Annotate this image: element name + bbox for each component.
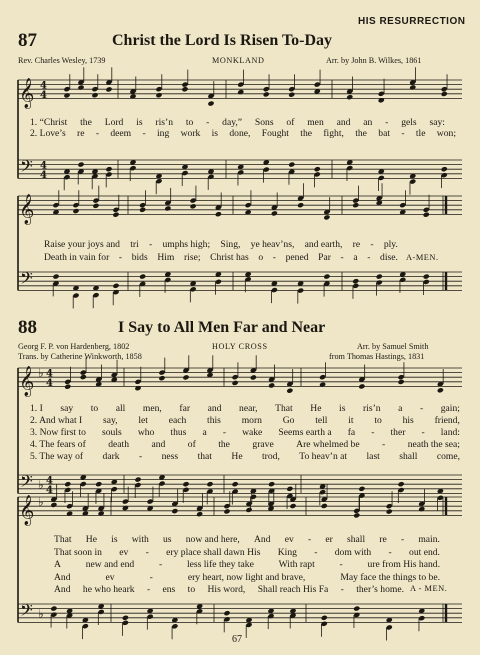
hymn-87-system-2-treble-notehead bbox=[72, 208, 79, 214]
lyric-syllable: - bbox=[146, 584, 151, 595]
lyric-syllable: Death in vain for bbox=[44, 252, 110, 263]
lyric-syllable: ris’n bbox=[363, 403, 381, 414]
lyric-syllable: - bbox=[367, 252, 371, 263]
hymn-87-system-2-bass-bass-clef-icon: 𝄢 bbox=[20, 267, 33, 292]
hymn-87-system-1-bass-notehead bbox=[288, 162, 295, 168]
lyric-syllable: won; bbox=[436, 128, 456, 139]
lyric-syllable: men, bbox=[142, 403, 162, 414]
hymn-88-system-2-bass-notehead bbox=[122, 615, 129, 621]
hymn-88-system-2-bass-notehead bbox=[223, 610, 230, 616]
hymn-87-system-1-treble-notehead bbox=[77, 84, 84, 90]
lyric-syllable: the bbox=[300, 128, 313, 139]
hymn-87-system-1-treble-time-bottom: 4 bbox=[40, 89, 47, 101]
lyric-syllable: this bbox=[207, 415, 221, 426]
lyric-syllable: who bbox=[137, 427, 155, 438]
lyric-syllable: gain; bbox=[440, 403, 460, 414]
hymn-88-system-1-bass-flat-icon: ♭ bbox=[38, 477, 44, 492]
lyric-syllable: ery heart, now light and brave, bbox=[187, 572, 306, 583]
lyric-syllable: near, bbox=[239, 403, 258, 414]
lyric-syllable: he who heark bbox=[82, 584, 135, 595]
hymn-88-system-1-treble-treble-clef-icon: 𝄞 bbox=[19, 366, 35, 397]
hymn-88-verse-2-line-2 bbox=[54, 547, 440, 558]
hymn-87-system-2-bass-notehead bbox=[52, 274, 59, 280]
hymn-87-system-2-bass-notehead bbox=[352, 278, 359, 284]
hymn-88-system-1-treble-time-top: 4 bbox=[46, 368, 53, 380]
hymn-88-system-2-treble-treble-clef-icon: 𝄞 bbox=[19, 495, 35, 526]
lyric-syllable: - bbox=[139, 451, 143, 462]
lyric-syllable: - bbox=[370, 239, 374, 250]
lyric-syllable: death bbox=[108, 439, 129, 450]
lyric-syllable: last bbox=[366, 451, 380, 462]
lyric-syllable: a bbox=[398, 403, 403, 414]
lyric-syllable: - bbox=[340, 584, 344, 595]
hymn-88-system-2-treble-notehead bbox=[353, 512, 360, 518]
lyric-syllable: us bbox=[163, 534, 172, 545]
lyric-syllable: umphs high; bbox=[162, 239, 211, 250]
lyric-syllable: er bbox=[325, 534, 333, 545]
hymn-88-system-1-bass-notehead bbox=[182, 481, 189, 487]
lyric-syllable: new and end bbox=[85, 559, 135, 570]
section-header: HIS RESURRECTION bbox=[358, 16, 466, 27]
hymn-88-system-1-bass-notehead bbox=[398, 481, 405, 487]
hymn-87-system-2-treble-notehead bbox=[423, 212, 430, 218]
lyric-syllable: souls bbox=[102, 427, 122, 438]
lyric-syllable: far bbox=[179, 403, 191, 414]
lyric-syllable: - bbox=[158, 559, 163, 570]
lyric-syllable: Seems earth a bbox=[278, 427, 332, 438]
lyric-syllable: each bbox=[168, 415, 187, 426]
lyric-syllable: is bbox=[339, 403, 346, 414]
hymn-87-number: 87 bbox=[18, 30, 37, 51]
lyric-syllable: bids bbox=[131, 252, 148, 263]
hymn-88-arranger: Arr. by Samuel Smith bbox=[357, 342, 429, 351]
hymn-87-system-1-bass-notehead bbox=[77, 162, 84, 168]
lyric-syllable: And bbox=[54, 584, 71, 595]
lyric-syllable: - bbox=[421, 427, 425, 438]
lyric-syllable: re bbox=[379, 534, 387, 545]
lyric-syllable: dise. bbox=[380, 252, 398, 263]
lyric-syllable: gels bbox=[401, 117, 417, 128]
lyric-syllable: - bbox=[142, 128, 146, 139]
hymn-88-system-2-treble-flat-icon: ♭ bbox=[38, 495, 44, 510]
hymn-87-system-1-treble-time-top: 4 bbox=[40, 80, 47, 92]
lyric-syllable: 1. I bbox=[30, 403, 43, 414]
hymn-88-verse-4-line-2 bbox=[54, 572, 440, 583]
lyric-syllable: deem bbox=[110, 128, 132, 139]
hymn-87-system-2-bass-notehead bbox=[376, 274, 383, 280]
hymn-87-system-1-treble-notehead bbox=[91, 92, 98, 98]
hymn-88-system-1-treble-notehead bbox=[250, 374, 257, 380]
hymn-88-system-1-treble-notehead bbox=[319, 382, 326, 388]
hymn-88-system-1-bass-time-bottom: 4 bbox=[46, 484, 53, 496]
lyric-syllable: shall bbox=[346, 534, 366, 545]
lyric-syllable: grave bbox=[252, 439, 274, 450]
hymn-87-system-1-treble-notehead bbox=[207, 100, 214, 106]
hymn-88-system-2-treble-notehead bbox=[289, 503, 296, 509]
lyric-syllable: and bbox=[336, 117, 351, 128]
lyric-syllable: and earth, bbox=[304, 239, 343, 250]
hymn-88-system-1-treble-notehead bbox=[437, 387, 444, 393]
lyric-syllable: ing bbox=[157, 128, 170, 139]
hymn-88-system-2-treble-notehead bbox=[196, 511, 203, 517]
lyric-syllable: - bbox=[382, 439, 386, 450]
hymn-87-system-2-treble-notehead bbox=[271, 210, 278, 216]
lyric-syllable: morn bbox=[241, 415, 262, 426]
lyric-syllable: Raise your joys and bbox=[44, 239, 120, 250]
lyric-syllable: Him bbox=[157, 252, 175, 263]
hymn-88-system-1-treble-notehead bbox=[358, 383, 365, 389]
lyric-syllable: Par bbox=[318, 252, 331, 263]
hymn-87-system-1-treble-notehead bbox=[105, 86, 112, 92]
lyric-syllable: wake bbox=[242, 427, 263, 438]
lyric-syllable: That bbox=[54, 534, 72, 545]
hymn-88-system-1-bass-notehead bbox=[232, 481, 239, 487]
lyric-syllable: ther bbox=[390, 427, 406, 438]
hymn-88-system-1-bass-time-top: 4 bbox=[46, 475, 53, 487]
hymn-88-verse-5-line-2 bbox=[54, 584, 404, 595]
hymn-87-verse-2-line-2 bbox=[44, 252, 398, 263]
lyric-syllable: the bbox=[355, 128, 367, 139]
lyric-syllable: - bbox=[340, 252, 344, 263]
hymn-88-verse-1-line-1 bbox=[30, 403, 460, 414]
hymn-87-system-1-treble-notehead bbox=[409, 84, 416, 90]
lyric-syllable: is bbox=[111, 534, 118, 545]
lyric-syllable: And bbox=[253, 534, 271, 545]
lyric-syllable: To heav’n at bbox=[299, 451, 348, 462]
lyric-syllable: now and here, bbox=[185, 534, 240, 545]
hymn-87-system-2-bass-notehead bbox=[423, 274, 430, 280]
lyric-syllable: - bbox=[118, 252, 123, 263]
lyric-syllable: ens bbox=[162, 584, 176, 595]
hymn-88-system-2-treble-notehead bbox=[418, 506, 425, 512]
lyric-syllable: a bbox=[202, 427, 207, 438]
hymn-88-system-2-bass-notehead bbox=[50, 606, 57, 612]
hymn-88-system-1-bass-notehead bbox=[134, 477, 141, 483]
hymn-88-verse-4-line-1 bbox=[30, 439, 460, 450]
lyric-syllable: to bbox=[185, 117, 194, 128]
hymn-87-system-1-treble-notehead bbox=[263, 91, 270, 97]
lyric-syllable: 2. Love’s bbox=[30, 128, 66, 139]
hymn-88-verse-3-line-2 bbox=[54, 559, 440, 570]
lyric-syllable: bat bbox=[378, 128, 391, 139]
lyric-syllable: ye heav’ns, bbox=[250, 239, 295, 250]
lyric-syllable: - bbox=[149, 572, 153, 583]
lyric-syllable: Fought bbox=[261, 128, 289, 139]
hymn-88-author: Georg F. P. von Hardenberg, 1802 bbox=[18, 342, 130, 351]
hymn-88-system-1-bass-notehead bbox=[286, 486, 293, 492]
lyric-syllable: ev bbox=[119, 547, 129, 558]
hymn-87-system-2-treble-notehead bbox=[323, 214, 330, 220]
lyric-syllable: with bbox=[131, 534, 149, 545]
hymn-88-system-2-treble-notehead bbox=[171, 508, 178, 514]
hymn-88-system-2-treble-notehead bbox=[245, 507, 252, 513]
lyric-syllable: his bbox=[402, 415, 414, 426]
lyric-syllable: - bbox=[314, 547, 318, 558]
hymn-88-system-1-bass-notehead bbox=[206, 481, 213, 487]
hymn-87-system-2-treble-notehead bbox=[190, 203, 197, 209]
hymn-88-system-2-treble-notehead bbox=[223, 508, 230, 514]
lyric-syllable: Lord bbox=[104, 117, 124, 128]
hymn-88-system-1-treble-notehead bbox=[268, 382, 275, 388]
lyric-syllable: - bbox=[307, 534, 312, 545]
hymn-88-title: I Say to All Men Far and Near bbox=[118, 319, 326, 336]
lyric-syllable: and bbox=[207, 403, 222, 414]
lyric-syllable: and bbox=[151, 439, 166, 450]
lyric-syllable: ther’s home. bbox=[356, 584, 404, 595]
lyric-syllable: A bbox=[54, 559, 61, 570]
lyric-syllable: King bbox=[277, 547, 297, 558]
lyric-syllable: a bbox=[353, 252, 358, 263]
lyric-syllable: 2. And what I bbox=[30, 415, 83, 426]
lyric-syllable: trod, bbox=[262, 451, 280, 462]
hymn-88-verse-3-line-1 bbox=[30, 427, 460, 438]
lyric-syllable: men bbox=[307, 117, 324, 128]
lyric-syllable: o bbox=[258, 252, 264, 263]
hymn-88-system-1-treble-notehead bbox=[182, 374, 189, 380]
lyric-syllable: - bbox=[339, 559, 343, 570]
hymn-87-system-2-treble-notehead bbox=[352, 202, 359, 208]
lyric-syllable: - bbox=[388, 547, 392, 558]
lyric-syllable: - bbox=[400, 534, 405, 545]
hymn-88-system-2-bass-bass-clef-icon: 𝄢 bbox=[20, 599, 33, 624]
hymn-88-system-2-bass-notehead bbox=[321, 615, 328, 621]
hymn-87-system-2-treble-notehead bbox=[139, 207, 146, 213]
hymn-88-system-2-bass-flat-icon: ♭ bbox=[38, 606, 44, 621]
hymn-88-system-2-bass-notehead bbox=[353, 606, 360, 612]
lyric-syllable: ev bbox=[105, 572, 115, 583]
hymn-88-system-1-treble-notehead bbox=[398, 379, 405, 385]
lyric-syllable: say: bbox=[429, 117, 445, 128]
lyric-syllable: He bbox=[85, 534, 97, 545]
hymn-87-system-1-bass-time-bottom: 4 bbox=[40, 169, 47, 181]
lyric-syllable: rise; bbox=[183, 252, 201, 263]
lyric-syllable: Christ has bbox=[210, 252, 249, 263]
lyric-syllable: - bbox=[371, 427, 375, 438]
hymn-87-system-1-treble-notehead bbox=[63, 92, 70, 98]
lyric-syllable: that bbox=[197, 451, 212, 462]
lyric-syllable: That soon in bbox=[54, 547, 102, 558]
hymn-87-tune: MONKLAND bbox=[212, 56, 265, 65]
hymn-88-system-1-treble-notehead bbox=[232, 380, 239, 386]
lyric-syllable: the bbox=[218, 439, 230, 450]
hymn-88-system-1-treble-notehead bbox=[158, 375, 165, 381]
lyric-syllable: of bbox=[187, 439, 196, 450]
lyric-syllable: - bbox=[145, 547, 149, 558]
lyric-syllable: an bbox=[363, 117, 373, 128]
lyric-syllable: ery place shall dawn His bbox=[166, 547, 261, 558]
lyric-syllable: main. bbox=[418, 534, 440, 545]
hymn-87-arranger: Arr. by John B. Wilkes, 1861 bbox=[326, 56, 422, 65]
hymn-87-system-1-treble-notehead bbox=[288, 92, 295, 98]
lyric-syllable: ply. bbox=[383, 239, 398, 250]
lyric-syllable: - bbox=[206, 117, 210, 128]
hymn-87-system-1-treble-notehead bbox=[155, 92, 162, 98]
lyric-syllable: re bbox=[352, 239, 361, 250]
lyric-syllable: day,” bbox=[222, 117, 243, 128]
hymn-88-system-1-bass-notehead bbox=[95, 481, 102, 487]
hymn-88-system-1-bass-notehead bbox=[64, 481, 71, 487]
lyric-syllable: it bbox=[348, 415, 354, 426]
lyric-syllable: Sing, bbox=[220, 239, 241, 250]
hymn-87-system-2-treble-notehead bbox=[215, 211, 222, 217]
hymn-87-system-2-treble-notehead bbox=[297, 202, 304, 208]
lyric-syllable: say bbox=[60, 403, 74, 414]
hymn-88-system-1-bass-bass-clef-icon: 𝄢 bbox=[20, 470, 33, 495]
lyric-syllable: Are whelmed be bbox=[296, 439, 360, 450]
lyric-syllable: That bbox=[275, 403, 293, 414]
hymn-87-author: Rev. Charles Wesley, 1739 bbox=[18, 56, 106, 65]
lyric-syllable: thus bbox=[170, 427, 187, 438]
lyric-syllable: ness bbox=[161, 451, 179, 462]
hymn-88-verse-2-line-1 bbox=[30, 415, 460, 426]
hymn-88-system-1-bass-notehead bbox=[358, 486, 365, 492]
lyric-syllable: fa bbox=[347, 427, 356, 438]
hymn-87-title: Christ the Lord Is Risen To-Day bbox=[112, 32, 333, 49]
hymn-87-system-1-bass-notehead bbox=[441, 166, 448, 172]
lyric-syllable: shall bbox=[399, 451, 418, 462]
lyric-syllable: dom with bbox=[334, 547, 372, 558]
hymn-87-verse-1-line-1 bbox=[30, 117, 445, 128]
hymn-87-system-1-treble-notehead bbox=[346, 94, 353, 100]
lyric-syllable: pened bbox=[285, 252, 309, 263]
lyric-syllable: work bbox=[180, 128, 201, 139]
hymn-87-system-2-treble-notehead bbox=[164, 205, 171, 211]
hymn-88-verse-1-line-2 bbox=[54, 534, 440, 545]
hymn-87-system-1-treble-notehead bbox=[181, 86, 188, 92]
lyric-syllable: to bbox=[374, 415, 382, 426]
lyric-syllable: friend, bbox=[434, 415, 460, 426]
lyric-syllable: is bbox=[211, 128, 219, 139]
lyric-syllable: tell bbox=[315, 415, 328, 426]
lyric-syllable: - bbox=[222, 427, 227, 438]
hymn-87-system-1-treble-notehead bbox=[441, 91, 448, 97]
lyric-syllable: all bbox=[115, 403, 126, 414]
lyric-syllable: fight, bbox=[323, 128, 344, 139]
lyric-syllable: 5. The way of bbox=[30, 451, 84, 462]
hymn-87-system-2-treble-notehead bbox=[92, 203, 99, 209]
lyric-syllable: tri bbox=[130, 239, 139, 250]
lyric-syllable: - bbox=[95, 128, 100, 139]
hymn-87-verse-1-line-2 bbox=[44, 239, 398, 250]
hymn-87-system-1-treble-notehead bbox=[237, 89, 244, 95]
lyric-syllable: say, bbox=[103, 415, 118, 426]
hymn-87-system-1-bass-bass-clef-icon: 𝄢 bbox=[20, 155, 33, 180]
lyric-syllable: come, bbox=[436, 451, 460, 462]
hymn-88-number: 88 bbox=[18, 317, 37, 338]
lyric-syllable: And bbox=[54, 572, 71, 583]
hymn-88-system-1-treble-flat-icon: ♭ bbox=[38, 366, 44, 381]
lyric-syllable: - bbox=[385, 117, 389, 128]
lyric-syllable: 1. “Christ bbox=[30, 117, 68, 128]
lyric-syllable: Shall reach His Fa bbox=[257, 584, 329, 595]
hymn-88-tune: HOLY CROSS bbox=[212, 342, 268, 351]
hymn-88-translator: Trans. by Catherine Winkworth, 1858 bbox=[18, 352, 142, 361]
hymn-87-system-1-bass-time-top: 4 bbox=[40, 160, 47, 172]
lyric-syllable: With rapt bbox=[278, 559, 315, 570]
hymn-87-verse-2-line-1 bbox=[30, 128, 456, 139]
lyric-syllable: 3. Now first to bbox=[30, 427, 86, 438]
lyric-syllable: Go bbox=[282, 415, 295, 426]
lyric-syllable: neath the sea; bbox=[407, 439, 460, 450]
lyric-syllable: 4. The fears of bbox=[30, 439, 86, 450]
lyric-syllable: land: bbox=[440, 427, 460, 438]
lyric-syllable: to bbox=[90, 403, 99, 414]
lyric-syllable: - bbox=[272, 252, 276, 263]
lyric-syllable: let bbox=[138, 415, 148, 426]
lyric-syllable: is bbox=[136, 117, 143, 128]
hymn-88-system-1-treble-time-bottom: 4 bbox=[46, 377, 53, 389]
hymn-88-system-2-treble-notehead bbox=[50, 502, 57, 508]
hymn-88-amen: A - MEN. bbox=[410, 584, 448, 593]
lyric-syllable: ev bbox=[284, 534, 294, 545]
page-number: 67 bbox=[232, 634, 242, 645]
hymn-88-system-1-treble-notehead bbox=[286, 388, 293, 394]
lyric-syllable: He bbox=[231, 451, 243, 462]
hymn-88-system-1-treble-notehead bbox=[64, 384, 71, 390]
lyric-syllable: May face the things to be. bbox=[340, 572, 440, 583]
lyric-syllable: done, bbox=[229, 128, 251, 139]
hymn-87-amen: A-MEN. bbox=[406, 253, 439, 262]
hymn-87-system-1-bass-notehead bbox=[314, 166, 321, 172]
lyric-syllable: - bbox=[419, 403, 424, 414]
hymn-87-system-2-treble-treble-clef-icon: 𝄞 bbox=[19, 194, 35, 225]
hymn-88-verse-5-line-1 bbox=[30, 451, 460, 462]
lyric-syllable: to bbox=[187, 584, 196, 595]
hymn-88-system-2-treble-notehead bbox=[321, 503, 328, 509]
lyric-syllable: dark bbox=[102, 451, 120, 462]
hymn-87-system-1-bass-notehead bbox=[105, 166, 112, 172]
lyric-syllable: the bbox=[80, 117, 92, 128]
lyric-syllable: His word, bbox=[207, 584, 246, 595]
lyric-syllable: Sons bbox=[254, 117, 274, 128]
lyric-syllable: ure from His hand. bbox=[367, 559, 440, 570]
lyric-syllable: - bbox=[148, 239, 153, 250]
hymn-87-system-2-bass-notehead bbox=[112, 283, 119, 289]
lyric-syllable: ris’n bbox=[155, 117, 174, 128]
hymn-87-system-1-treble-treble-clef-icon: 𝄞 bbox=[19, 78, 35, 109]
hymn-88-system-1-bass-notehead bbox=[268, 481, 275, 487]
hymn-87-system-2-bass-notehead bbox=[323, 274, 330, 280]
lyric-syllable: out end. bbox=[409, 547, 440, 558]
lyric-syllable: less life they take bbox=[186, 559, 254, 570]
hymn-87-system-2-treble-notehead bbox=[112, 212, 119, 218]
lyric-syllable: re bbox=[77, 128, 85, 139]
lyric-syllable: of bbox=[286, 117, 295, 128]
lyric-syllable: tle bbox=[415, 128, 426, 139]
hymn-88-system-2-treble-notehead bbox=[66, 511, 73, 517]
hymn-87-system-2-bass-notehead bbox=[139, 274, 146, 280]
hymn-88-system-1-treble-notehead bbox=[80, 374, 87, 380]
hymn-88-system-2-treble-notehead bbox=[386, 508, 393, 514]
lyric-syllable: - bbox=[401, 128, 405, 139]
lyric-syllable: He bbox=[310, 403, 322, 414]
hymn-88-arranger-source: from Thomas Hastings, 1831 bbox=[329, 352, 425, 361]
